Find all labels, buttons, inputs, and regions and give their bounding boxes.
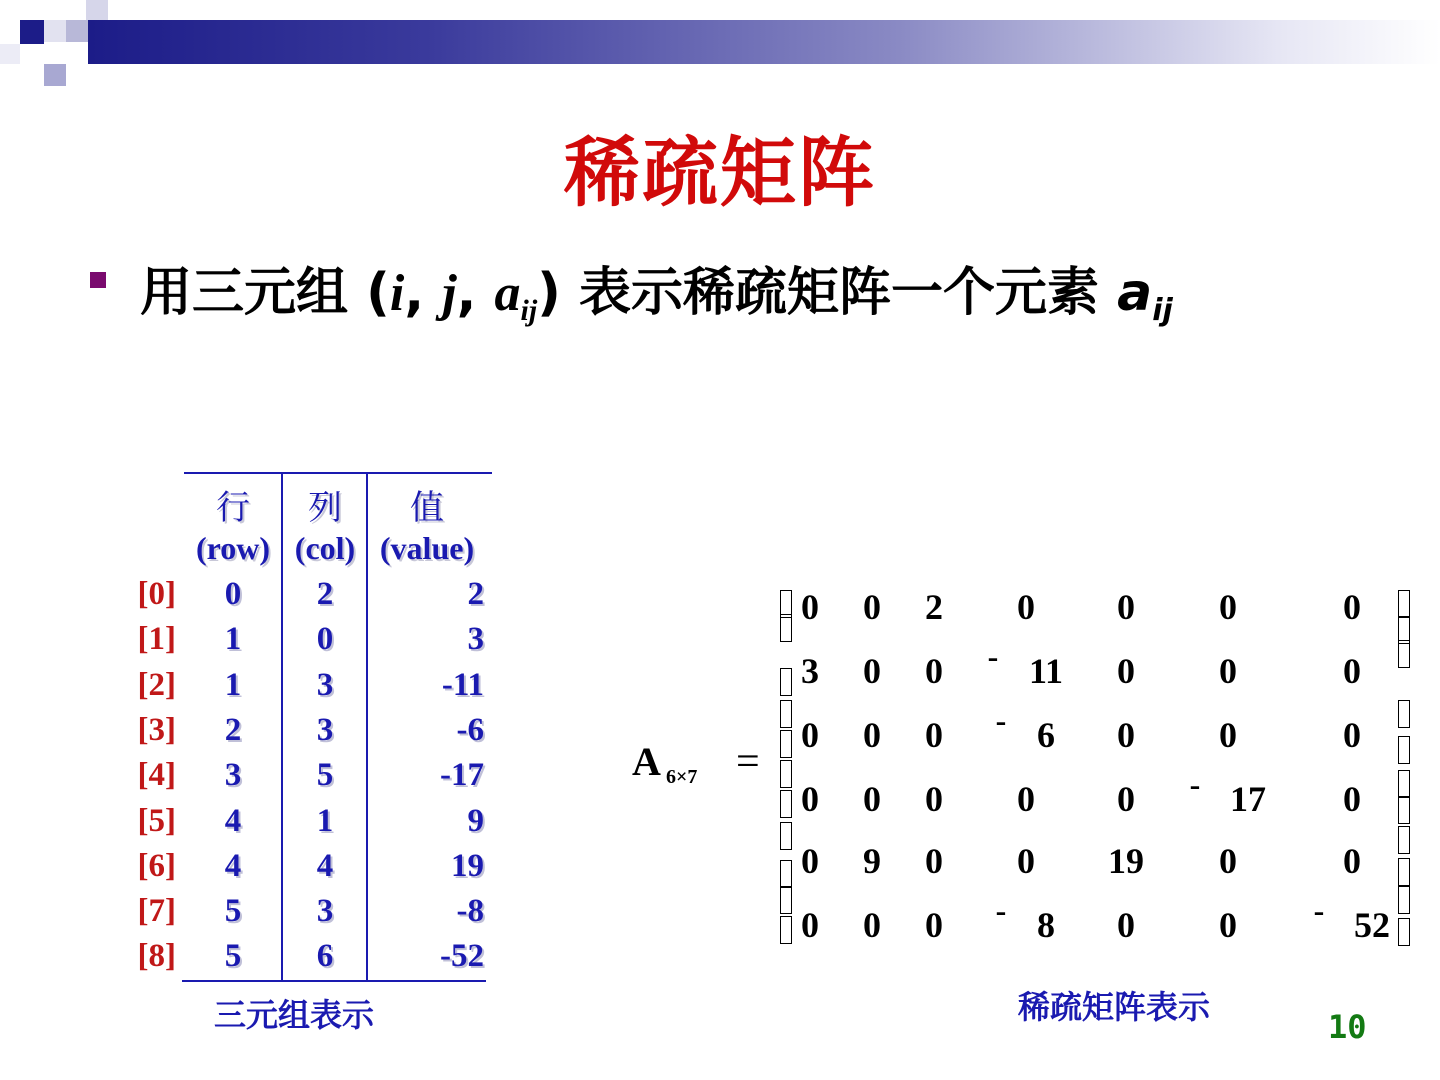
cell-row: 4 [224,848,242,884]
cell-row: 0 [224,576,242,612]
matrix-cell: 0 [801,905,819,945]
right-bracket-glyph [1398,736,1410,764]
row-index: [4] [137,757,176,793]
cell-row: 2 [224,712,242,748]
cell-row: 5 [224,893,242,929]
left-bracket-glyph [780,886,792,914]
matrix-cell: 0 [1017,587,1035,627]
row-index: [8] [137,938,176,974]
bullet-var-a2-subscript: ij [1152,293,1173,328]
matrix-cell: 0 [1219,905,1237,945]
matrix-cell: 52 [1354,905,1390,945]
matrix-cell: 0 [925,841,943,881]
cell-row: 1 [224,667,242,703]
matrix-cell: 0 [1343,587,1361,627]
matrix-cell: 0 [863,651,881,691]
matrix-minus-sign: - [1189,766,1201,802]
right-bracket-glyph [1398,796,1410,824]
header-square-left [0,44,20,64]
cell-col: 4 [316,848,334,884]
matrix-minus-sign: - [1313,892,1325,928]
matrix-equals: = [736,739,760,785]
matrix-cell: 0 [863,715,881,755]
matrix-cell: 8 [1037,905,1055,945]
matrix-cell: 3 [801,651,819,691]
matrix-cell: 0 [1219,651,1237,691]
header-square-bottom [44,64,66,86]
header-square-dark [20,20,44,44]
bullet-prefix: 用三元组 ( [140,263,390,323]
page-number: 10 [1328,1008,1367,1046]
right-bracket-glyph [1398,918,1410,946]
cell-row: 4 [224,803,242,839]
triple-table-caption: 三元组表示 [214,996,375,1034]
matrix-minus-sign: - [995,892,1007,928]
header-square-top [86,0,108,20]
matrix-minus-sign: - [987,638,999,674]
cell-row: 1 [224,621,242,657]
matrix-cell: 0 [925,651,943,691]
matrix-cell: 0 [925,779,943,819]
matrix-minus-sign: - [995,702,1007,738]
matrix-cell: 19 [1108,841,1144,881]
row-index: [1] [137,621,176,657]
header-col-cn: 列 [308,488,342,528]
cell-value: -52 [440,938,484,974]
right-bracket-glyph [1398,700,1410,728]
right-bracket-glyph [1398,826,1410,854]
left-bracket-glyph [780,700,792,728]
matrix-cell: 0 [925,905,943,945]
cell-value: 2 [467,576,484,612]
bullet-text [140,250,1173,328]
matrix-cell: 11 [1028,651,1063,691]
cell-value: 3 [467,621,484,657]
left-bracket-glyph [780,822,792,850]
matrix-cell: 0 [1017,841,1035,881]
right-bracket-glyph [1398,886,1410,914]
matrix-cell: 0 [1117,905,1135,945]
matrix-cell: 0 [863,587,881,627]
cell-value: 9 [467,803,484,839]
row-index: [0] [137,576,176,612]
matrix-cell: 0 [1343,715,1361,755]
header-row-cn: 行 [216,488,250,528]
header-row-en: (row) [195,530,271,566]
matrix-cell: 0 [801,587,819,627]
cell-col: 3 [316,667,334,703]
matrix-cell: 0 [1117,715,1135,755]
matrix-cell: 0 [801,779,819,819]
left-bracket-glyph [780,614,792,642]
slide-title: 稀疏矩阵 [564,128,876,217]
cell-col: 3 [316,893,334,929]
bullet-var-a-subscript: ij [520,294,538,327]
matrix-cell: 17 [1230,779,1266,819]
header-gradient-bar [88,20,1440,64]
matrix-cell: 0 [1117,587,1135,627]
cell-col: 6 [316,938,334,974]
cell-col: 5 [316,757,334,793]
cell-value: -8 [456,893,484,929]
matrix-cell: 0 [801,841,819,881]
bullet-sep-1: , [404,263,443,323]
row-index: [5] [137,803,176,839]
matrix-cell: 0 [1219,715,1237,755]
bullet-sep-2: , [456,263,495,323]
cell-col: 2 [316,576,334,612]
row-index: [6] [137,848,176,884]
table-bottom-rule [182,980,486,982]
cell-value: -17 [440,757,484,793]
bullet-middle: ) 表示稀疏矩阵一个元素 [537,263,1118,323]
matrix-cell: 0 [1219,587,1237,627]
cell-value: -11 [441,667,484,703]
matrix-cell: 0 [863,779,881,819]
left-bracket-glyph [780,760,792,788]
cell-value: -6 [456,712,484,748]
table-divider-1 [281,474,283,980]
cell-value: 19 [451,848,484,884]
matrix-cell: 2 [925,587,943,627]
bullet-marker [90,272,106,288]
left-bracket-glyph [780,668,792,696]
table-top-rule [184,472,492,474]
header-square-mid [66,20,88,42]
matrix-dimension: 6×7 [666,766,698,788]
header-col-en: (col) [294,530,356,566]
matrix-cell: 0 [863,905,881,945]
header-value-cn: 值 [410,488,444,528]
matrix-cell: 0 [925,715,943,755]
row-index: [2] [137,667,176,703]
right-bracket-glyph [1398,640,1410,668]
right-bracket-glyph [1398,770,1410,798]
matrix-cell: 0 [1017,779,1035,819]
matrix-cell: 0 [1343,779,1361,819]
cell-col: 1 [316,803,334,839]
left-bracket-glyph [780,860,792,888]
left-bracket-glyph [780,790,792,818]
row-index: [3] [137,712,176,748]
matrix-label: A [632,739,661,784]
right-bracket-glyph [1398,590,1410,618]
cell-col: 0 [316,621,334,657]
bullet-var-j: j [442,265,457,322]
cell-row: 3 [224,757,242,793]
header-value-en: (value) [379,530,475,566]
header-square-light [44,20,66,42]
matrix-cell: 0 [1219,841,1237,881]
table-divider-2 [366,474,368,980]
cell-row: 5 [224,938,242,974]
matrix-cell: 0 [1343,841,1361,881]
header-square-white [66,42,88,64]
matrix-cell: 9 [863,841,881,881]
left-bracket-glyph [780,730,792,758]
right-bracket-glyph [1398,858,1410,886]
matrix-cell: 0 [1117,779,1135,819]
bullet-var-a2: a [1117,263,1153,323]
cell-col: 3 [316,712,334,748]
matrix-cell: 6 [1037,715,1055,755]
matrix-cell: 0 [1117,651,1135,691]
left-bracket-glyph [780,916,792,944]
row-index: [7] [137,893,176,929]
matrix-cell: 0 [801,715,819,755]
bullet-var-i: i [389,265,405,322]
matrix-cell: 0 [1343,651,1361,691]
bullet-var-a: a [494,265,521,322]
matrix-caption: 稀疏矩阵表示 [1018,988,1211,1026]
